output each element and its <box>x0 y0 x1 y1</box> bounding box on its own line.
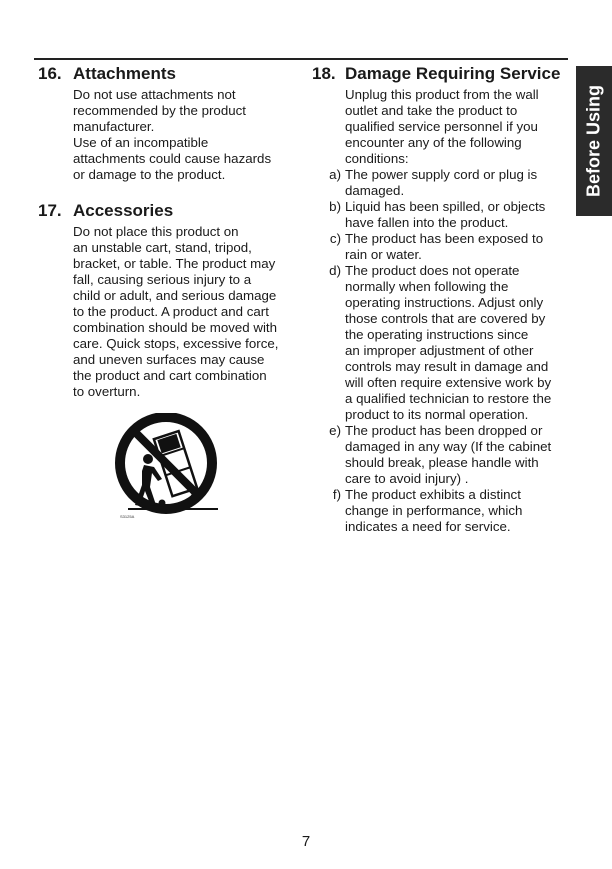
condition-text: The power supply cord or plug is damaged. <box>345 167 538 198</box>
condition-text: Liquid has been spilled, or objects have fallen into the product. <box>345 199 546 230</box>
condition-item <box>312 167 574 199</box>
section-18-intro: Unplug this product from the wall outlet and take the product to qualified service personnel if you encounter any of the following conditions: <box>345 87 539 166</box>
section-18-heading <box>312 64 574 84</box>
left-column <box>38 64 302 400</box>
section-17-body: Do not place this product on an unstable cart, stand, tripod, bracket, or table. The product may fall, causing serious injury to a child or adult, and serious damage to the product. A product and cart combination should be moved with care. Quick stops, excessive force, and uneven surfaces may cause the product and cart combination to overturn. <box>73 224 279 399</box>
side-tab-label: Before Using <box>583 84 604 198</box>
section-16-title: Attachments <box>73 64 176 83</box>
condition-text: The product exhibits a distinct change in performance, which indicates a need for service. <box>345 487 523 534</box>
condition-text: The product has been exposed to rain or water. <box>345 231 544 262</box>
section-16-body: Do not use attachments not recommended by the product manufacturer. Use of an incompatible attachments could cause hazards or damage to the product. <box>73 87 272 182</box>
condition-label: e) <box>329 423 341 438</box>
condition-label: c) <box>329 231 341 246</box>
cart-icon-code: S3125A <box>120 514 135 519</box>
condition-label: a) <box>329 167 341 182</box>
condition-item <box>312 487 574 535</box>
condition-item <box>312 423 574 487</box>
section-17-heading <box>38 201 302 221</box>
condition-text: The product has been dropped or damaged in any way (If the cabinet should break, please handle with care to avoid injury) . <box>345 423 552 486</box>
section-17-number: 17. <box>38 201 62 220</box>
section-18-title: Damage Requiring Service <box>345 64 561 83</box>
condition-item <box>312 263 574 423</box>
section-16-heading <box>38 64 302 84</box>
condition-label: f) <box>332 487 341 502</box>
top-rule <box>34 58 568 60</box>
section-side-tab <box>576 66 612 216</box>
section-18-number: 18. <box>312 64 336 83</box>
cart-tip-over-warning-icon <box>114 413 222 525</box>
section-17-title: Accessories <box>73 201 174 220</box>
condition-item <box>312 199 574 231</box>
right-column <box>312 64 574 535</box>
condition-text: The product does not operate normally when following the operating instructions. Adjust only those controls that are covered by the operating instructions since an improper adjustment of other controls may result in damage and will often require extensive work by a qualified technician to restore the product to its normal operation. <box>345 263 552 422</box>
condition-label: b) <box>329 199 341 214</box>
section-16-number: 16. <box>38 64 62 83</box>
condition-label: d) <box>329 263 341 278</box>
page-number: 7 <box>301 833 311 850</box>
condition-item <box>312 231 574 263</box>
